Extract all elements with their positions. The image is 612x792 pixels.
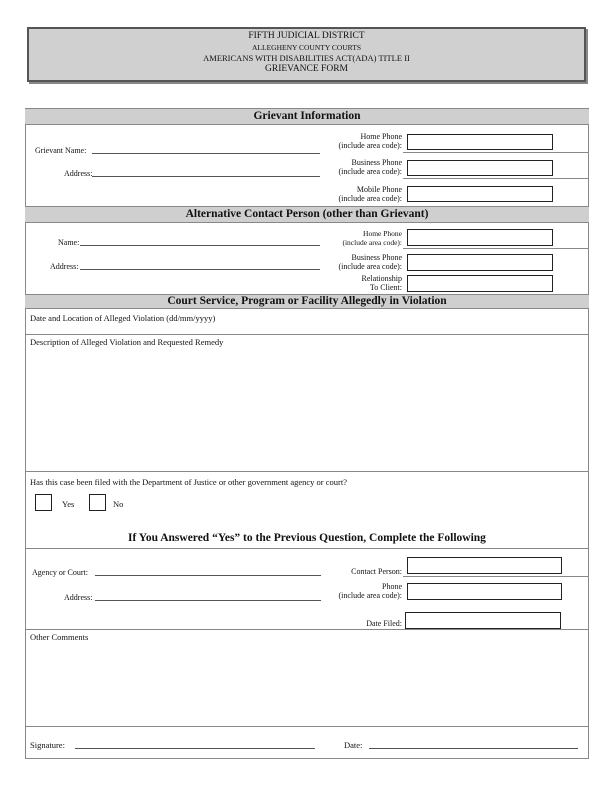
date-filed-label: Date Filed: [366, 619, 402, 628]
mobile-phone-text: Mobile Phone [356, 185, 402, 194]
agency-field[interactable] [95, 575, 321, 576]
alt-home-phone-input[interactable] [407, 229, 553, 246]
grievant-home-phone-input[interactable] [407, 134, 553, 150]
description-label: Description of Alleged Violation and Requested Remedy [30, 337, 224, 347]
followup-phone-input[interactable] [407, 583, 562, 600]
grievant-name-field[interactable] [92, 153, 320, 154]
followup-phone-label [300, 583, 402, 600]
grievant-mobile-phone-label [300, 186, 402, 203]
grievant-mobile-phone-input[interactable] [407, 186, 553, 202]
alt-business-phone-label [300, 254, 402, 271]
alt-business-phone-input[interactable] [407, 254, 553, 271]
grievant-address-label: Address: [64, 169, 93, 178]
grievant-name-label: Grievant Name: [35, 146, 87, 155]
date-location-label: Date and Location of Alleged Violation (dd/mm/yyyy) [30, 313, 216, 323]
grievant-business-phone-label [300, 159, 402, 176]
signature-date-field[interactable] [369, 748, 578, 749]
alt-name-field[interactable] [80, 245, 320, 246]
yes-checkbox[interactable] [35, 494, 52, 511]
followup-address-label: Address: [64, 593, 93, 602]
alt-address-field[interactable] [80, 269, 320, 270]
followup-address-field[interactable] [95, 600, 321, 601]
row-divider [403, 178, 589, 179]
area-code-text: (include area code): [338, 261, 402, 271]
alt-relationship-input[interactable] [407, 275, 553, 292]
section-divider [25, 471, 589, 472]
phone-text: Phone [382, 582, 402, 591]
header-courts: ALLEGHENY COUNTY COURTS [252, 43, 361, 52]
alternative-heading: Alternative Contact Person (other than Grievant) [25, 206, 589, 223]
grievant-home-phone-label [300, 133, 402, 150]
section-divider [25, 334, 589, 335]
grievant-business-phone-input[interactable] [407, 160, 553, 176]
yes-label: Yes [62, 499, 75, 509]
no-label: No [113, 499, 124, 509]
to-client-text: To Client: [369, 282, 402, 292]
area-code-text: (include area code): [338, 140, 402, 150]
area-code-text: (include area code): [338, 166, 402, 176]
followup-heading: If You Answered “Yes” to the Previous Question, Complete the Following [128, 532, 486, 544]
signature-field[interactable] [75, 748, 315, 749]
alt-home-phone-label [300, 230, 402, 247]
section-divider [25, 629, 589, 630]
grievant-address-field[interactable] [92, 176, 320, 177]
area-code-text: (include area code): [338, 193, 402, 203]
home-phone-text: Home Phone [363, 229, 402, 238]
row-divider [403, 152, 589, 153]
area-code-text: (include area code): [342, 237, 402, 247]
row-divider [403, 248, 589, 249]
grievant-heading: Grievant Information [25, 108, 589, 125]
header-form-title: GRIEVANCE FORM [265, 64, 348, 74]
alt-relationship-label [300, 275, 402, 292]
date-label: Date: [344, 740, 363, 750]
business-phone-text: Business Phone [351, 253, 402, 262]
business-phone-text: Business Phone [351, 158, 402, 167]
contact-person-input[interactable] [407, 557, 562, 574]
header-district: FIFTH JUDICIAL DISTRICT [248, 31, 365, 41]
signature-label: Signature: [30, 740, 65, 750]
agency-label: Agency or Court: [32, 568, 88, 577]
violation-heading: Court Service, Program or Facility Allegedly in Violation [25, 294, 589, 309]
form-header [27, 27, 586, 82]
section-divider [25, 548, 589, 549]
no-checkbox[interactable] [89, 494, 106, 511]
other-comments-label: Other Comments [30, 632, 89, 642]
row-divider [403, 576, 589, 577]
contact-person-label: Contact Person: [351, 567, 402, 576]
home-phone-text: Home Phone [360, 132, 402, 141]
section-divider [25, 726, 589, 727]
area-code-text: (include area code): [338, 590, 402, 600]
date-filed-input[interactable] [405, 612, 561, 629]
alt-address-label: Address: [50, 262, 79, 271]
alt-name-label: Name: [58, 238, 80, 247]
relationship-text: Relationship [361, 274, 402, 283]
filed-question: Has this case been filed with the Department of Justice or other government agency or court? [30, 477, 347, 487]
header-ada: AMERICANS WITH DISABILITIES ACT(ADA) TITLE II [203, 53, 410, 63]
